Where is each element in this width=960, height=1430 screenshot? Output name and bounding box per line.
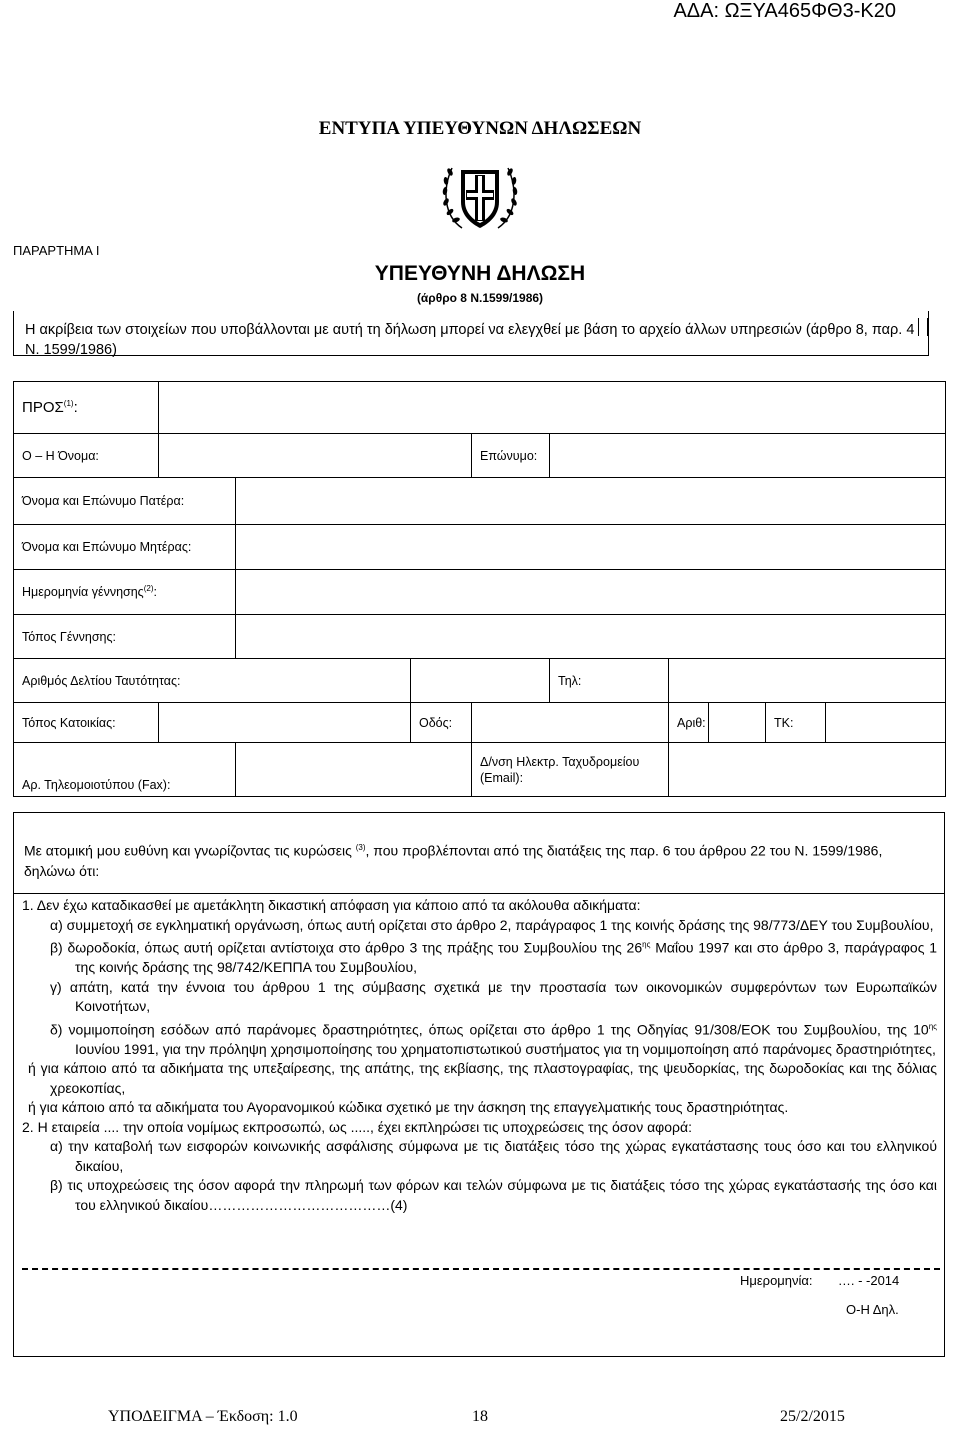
dashed-separator: [22, 1268, 940, 1270]
declaration-subtitle: (άρθρο 8 Ν.1599/1986): [416, 291, 544, 305]
declarant-form: [13, 381, 946, 797]
number-label: Αριθ:: [669, 703, 709, 743]
item-2a: α) την καταβολή των εισφορών κοινωνικής ασφάλισης σύμφωνα με τις διατάξεις τόσο της χώρας εγκατάστασης τους όσο και του ελληνικού δικαίου,: [50, 1138, 937, 1174]
birthplace-label: Τόπος Γέννησης:: [14, 615, 236, 659]
mother-name-label: Όνομα και Επώνυμο Μητέρας:: [14, 525, 236, 570]
ada-code: ΑΔΑ: ΩΞΥΑ465ΦΘ3-Κ20: [673, 0, 896, 22]
surname-field[interactable]: [550, 434, 946, 478]
surname-label: Επώνυμο:: [472, 434, 550, 478]
phone-label: Τηλ:: [550, 659, 669, 703]
residence-label: Τόπος Κατοικίας:: [14, 703, 159, 743]
to-label: ΠΡΟΣ$^{(1)}$:: [14, 382, 159, 434]
postcode-label: ΤΚ:: [766, 703, 826, 743]
father-name-label: Όνομα και Επώνυμο Πατέρα:: [14, 478, 236, 525]
mother-name-field[interactable]: [236, 525, 946, 570]
footer-template-version: ΥΠΟΔΕΙΓΜΑ – Έκδοση: 1.0: [108, 1408, 298, 1425]
notice-text: Η ακρίβεια των στοιχείων που υποβάλλονται με αυτή τη δήλωση μπορεί να ελεγχθεί με βάση το αρχείο άλλων υπηρεσιών (άρθρο 8, παρ. 4 Ν. 1599/1986): [25, 322, 915, 358]
item-1: 1. Δεν έχω καταδικασθεί με αμετάκλητη δικαστική απόφαση για κάποιο από τα ακόλουθα αδικήματα:: [22, 897, 641, 913]
id-number-field[interactable]: [411, 659, 550, 703]
page-title: ΕΝΤΥΠΑ ΥΠΕΥΘΥΝΩΝ ΔΗΛΩΣΕΩΝ: [318, 118, 642, 139]
father-name-field[interactable]: [236, 478, 946, 525]
street-label: Οδός:: [411, 703, 472, 743]
birth-date-field[interactable]: [236, 570, 946, 615]
date-line: Ημερομηνία: …. - -2014: [740, 1273, 900, 1288]
divider: [13, 893, 945, 894]
item-1c: γ) απάτη, κατά την έννοια του άρθρου 1 της σύμβασης σχετικά με την προστασία των οικονομικών συμφερόντων των Ευρωπαϊκών Κοινοτήτων,: [50, 978, 937, 1015]
item-1-or-market-code: ή για κάποιο από τα αδικήματα του Αγορανομικού κώδικα σχετικό με την άσκηση της επαγγελματικής τους δραστηριότητας.: [28, 1099, 789, 1116]
signature-label: Ο-Η Δηλ.: [846, 1302, 899, 1317]
birthplace-field[interactable]: [236, 615, 946, 659]
fax-label: Αρ. Τηλεομοιοτύπου (Fax):: [14, 743, 236, 797]
id-number-label: Αριθμός Δελτίου Ταυτότητας:: [14, 659, 411, 703]
phone-field[interactable]: [669, 659, 946, 703]
notice-margin-mark: [918, 318, 928, 336]
greek-emblem-icon: [434, 150, 526, 242]
birth-date-label: Ημερομηνία γέννησης$^{(2)}$:: [14, 570, 236, 615]
footer-date: 25/2/2015: [780, 1408, 845, 1425]
postcode-field[interactable]: [826, 703, 946, 743]
item-1a: α) συμμετοχή σε εγκληματική οργάνωση, όπως αυτή ορίζεται στο άρθρο 2, παράγραφος 1 της κοινής δράσης της 98/773/ΔΕΥ του Συμβουλίου,: [50, 916, 934, 933]
email-label: Δ/νση Ηλεκτρ. Ταχυδρομείου (Email):: [472, 743, 669, 797]
item-2b: β) τις υποχρεώσεις της όσον αφορά την πληρωμή των φόρων και τελών σύμφωνα με τις διατάξεις τόσο της χώρας εγκατάστασής της όσο και του ελληνικού δικαίου…………………………………(4): [50, 1177, 937, 1213]
declaration-text: [22, 896, 937, 1215]
footer-page-number: 18: [472, 1408, 488, 1425]
to-field[interactable]: [159, 382, 946, 434]
declaration-intro: Με ατομική μου ευθύνη και γνωρίζοντας τις κυρώσεις $^{(3)}$, που προβλέπονται από της διατάξεις της παρ. 6 του άρθρου 22 του Ν. 1599/1986, δηλώνω ότι:: [24, 842, 883, 879]
first-name-label: Ο – Η Όνομα:: [14, 434, 159, 478]
email-field[interactable]: [669, 743, 946, 797]
annex-label: ΠΑΡΑΡΤΗΜΑ Ι: [13, 243, 100, 258]
item-2: 2. Η εταιρεία .... την οποία νομίμως εκπροσωπώ, ως ....., έχει εκπληρώσει τις υποχρεώσεις της όσον αφορά:: [22, 1118, 692, 1135]
residence-field[interactable]: [159, 703, 411, 743]
item-1b: β) δωροδοκία, όπως αυτή ορίζεται αντίστοιχα στο άρθρο 3 της πράξης του Συμβουλίου της $26^{\eta\varsigma}$ Μαΐου 1997 και στο άρθρο 3, παράγραφος 1 της κοινής δράσης της 98/742/ΚΕΠΠΑ του Συμβουλίου,: [50, 939, 937, 976]
item-1d: δ) νομιμοποίηση εσόδων από παράνομες δραστηριότητες, όπως ορίζεται στο άρθρο 1 της Οδηγίας 91/308/ΕΟΚ του Συμβουλίου, της $10^{\eta\varsigma}$ Ιουνίου 1991, για την πρόληψη χρησιμοποίησης του χρηματοπιστωτικού συστήματος για τη νομιμοποίηση από παράνομες δραστηριότητες,: [50, 1021, 937, 1057]
declaration-title: ΥΠΕΥΘΥΝΗ ΔΗΛΩΣΗ: [374, 262, 586, 285]
first-name-field[interactable]: [159, 434, 472, 478]
number-field[interactable]: [709, 703, 766, 743]
street-field[interactable]: [472, 703, 669, 743]
fax-field[interactable]: [236, 743, 472, 797]
item-1-or-embezzlement: ή για κάποιο από τα αδικήματα της υπεξαίρεσης, της απάτης, της εκβίασης, της πλαστογραφίας, της ψευδορκίας, της δωροδοκίας και της δόλιας χρεοκοπίας,: [28, 1060, 937, 1096]
